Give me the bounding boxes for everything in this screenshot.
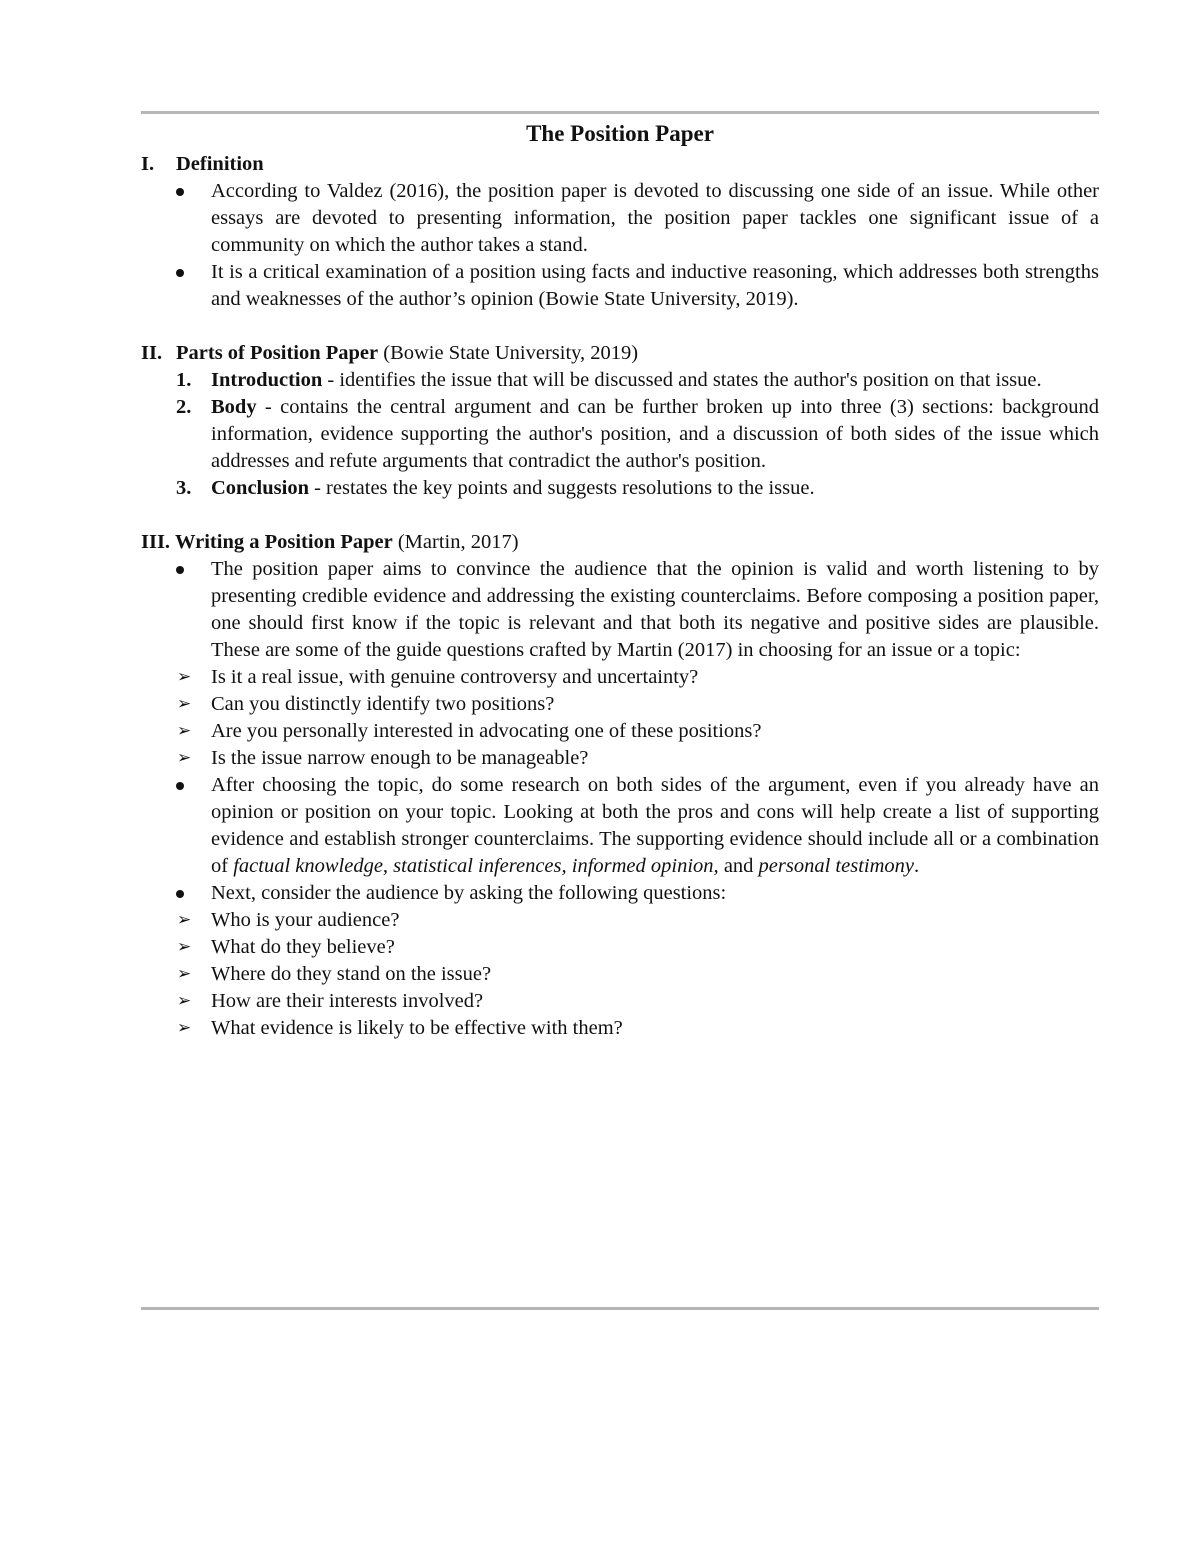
list-item: Next, consider the audience by asking the following questions: (141, 880, 1099, 907)
list-item: ➢ How are their interests involved? (141, 988, 1099, 1015)
section-parts-heading (141, 340, 1099, 367)
arrow-icon: ➢ (177, 964, 192, 984)
arrow-icon: ➢ (177, 667, 192, 687)
page-title: The Position Paper (526, 121, 714, 146)
bullet-icon (176, 782, 184, 790)
bullet-icon (176, 566, 184, 574)
section-numeral: II. (141, 342, 163, 364)
list-item: The position paper aims to convince the audience that the opinion is valid and worth listening to by presenting credible evidence and addressing the existing counterclaims. Before composing a position paper, one should first know if the topic is relevant and that both its negative and positive sides are plausible. These are some of the guide questions crafted by Martin (2017) in choosing for an issue or a topic: (141, 556, 1099, 664)
document-body (141, 117, 1099, 1042)
guide-questions-list (141, 664, 1099, 772)
bullet-icon (176, 269, 184, 277)
list-item: 3. Conclusion - restates the key points and suggests resolutions to the issue. (176, 477, 815, 499)
definition-list (141, 178, 1099, 313)
list-item: ➢ Are you personally interested in advocating one of these positions? (141, 718, 1099, 745)
arrow-icon: ➢ (177, 991, 192, 1011)
section-heading: Definition (176, 153, 264, 175)
list-item: ➢ Where do they stand on the issue? (141, 961, 1099, 988)
section-heading: Parts of Position Paper (176, 342, 379, 364)
list-item: ➢ Who is your audience? (141, 907, 1099, 934)
section-citation: (Martin, 2017) (397, 531, 519, 553)
section-numeral: I. (141, 153, 155, 175)
list-item: According to Valdez (2016), the position paper is devoted to discussing one side of an issue. While other essays are devoted to presenting information, the position paper tackles one significant issue of a community on which the author takes a stand. (141, 178, 1099, 259)
audience-questions-list (141, 907, 1099, 1042)
list-item: ➢ Is the issue narrow enough to be manageable? (141, 745, 1099, 772)
writing-list (141, 556, 1099, 664)
section-numeral: III. (141, 531, 171, 553)
list-item: 2. Body - contains the central argument and can be further broken up into three (3) sections: background information, evidence supporting the author's position, and a discussion of both sides of the issue which addresses and refute arguments that contradict the author's position. (176, 396, 1099, 472)
section-definition-heading (141, 151, 1099, 178)
list-item: After choosing the topic, do some research on both sides of the argument, even if you already have an opinion or position on your topic. Looking at both the pros and cons will help create a list of supporting evidence and establish stronger counterclaims. The supporting evidence should include all or a combination of factual knowledge, statistical inferences, informed opinion, and personal testimony. (141, 772, 1099, 880)
list-item: ➢ Can you distinctly identify two positions? (141, 691, 1099, 718)
list-item: 1. Introduction - identifies the issue that will be discussed and states the author's position on that issue. (176, 369, 1042, 391)
bottom-rule (141, 1307, 1099, 1310)
arrow-icon: ➢ (177, 937, 192, 957)
arrow-icon: ➢ (177, 910, 192, 930)
parts-list (141, 367, 1099, 502)
arrow-icon: ➢ (177, 748, 192, 768)
list-item: ➢ What do they believe? (141, 934, 1099, 961)
arrow-icon: ➢ (177, 721, 192, 741)
bullet-icon (176, 890, 184, 898)
writing-list-continued (141, 772, 1099, 907)
list-item: ➢ What evidence is likely to be effective with them? (141, 1015, 1099, 1042)
section-heading: Writing a Position Paper (175, 531, 393, 553)
top-rule (141, 111, 1099, 114)
arrow-icon: ➢ (177, 1018, 192, 1038)
list-item: It is a critical examination of a position using facts and inductive reasoning, which addresses both strengths and weaknesses of the author’s opinion (Bowie State University, 2019). (141, 259, 1099, 313)
arrow-icon: ➢ (177, 694, 192, 714)
section-writing-heading (141, 529, 1099, 556)
section-citation: (Bowie State University, 2019) (383, 342, 639, 364)
bullet-icon (176, 188, 184, 196)
list-item: ➢ Is it a real issue, with genuine controversy and uncertainty? (141, 664, 1099, 691)
